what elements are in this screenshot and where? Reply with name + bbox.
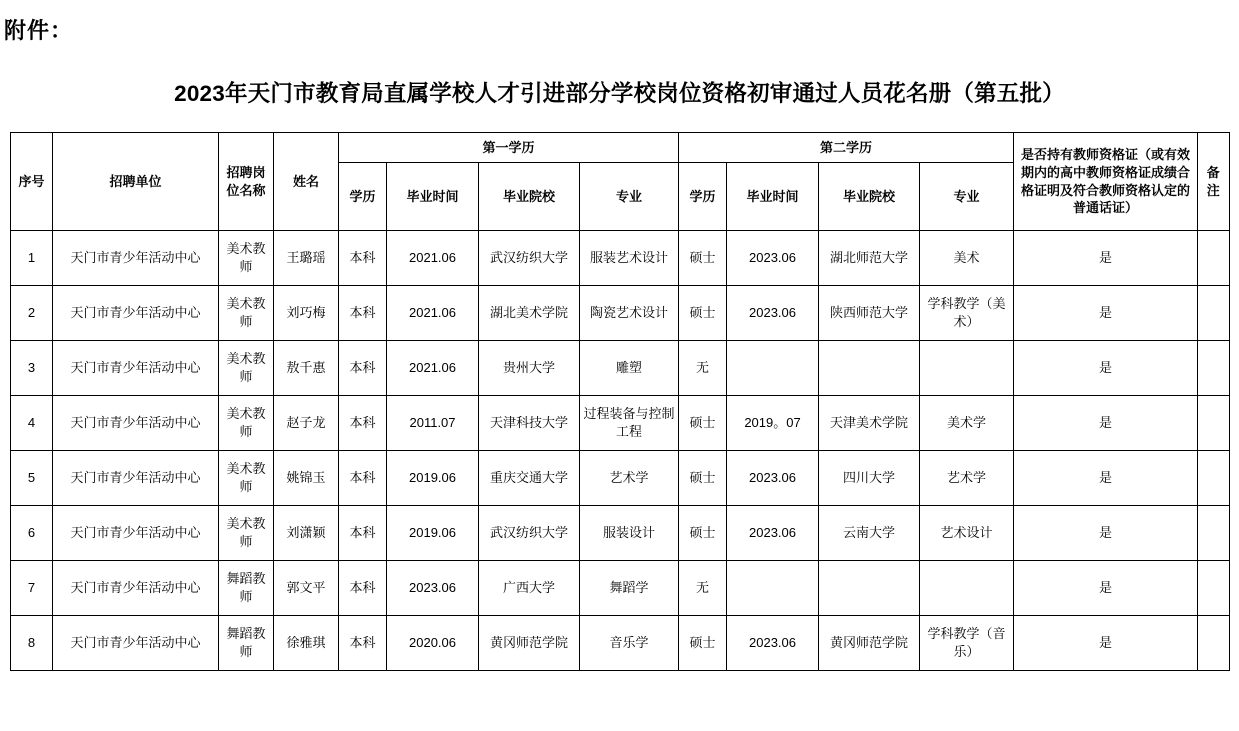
header-seq: 序号 bbox=[11, 133, 53, 231]
cell-edu1-school: 黄冈师范学院 bbox=[479, 616, 580, 671]
table-row bbox=[11, 396, 1230, 451]
cell-edu2-degree: 硕士 bbox=[679, 451, 727, 506]
cell-edu2-time: 2023.06 bbox=[727, 616, 819, 671]
cell-edu1-degree: 本科 bbox=[339, 341, 387, 396]
roster-table bbox=[10, 132, 1230, 671]
cell-edu1-major: 服装艺术设计 bbox=[580, 231, 679, 286]
cell-post: 美术教师 bbox=[219, 396, 274, 451]
header-certificate: 是否持有教师资格证（或有效期内的高中教师资格证成绩合格证明及符合教师资格认定的普通话证） bbox=[1014, 133, 1198, 231]
cell-edu2-time: 2023.06 bbox=[727, 286, 819, 341]
cell-unit: 天门市青少年活动中心 bbox=[53, 231, 219, 286]
cell-edu1-school: 重庆交通大学 bbox=[479, 451, 580, 506]
cell-seq: 7 bbox=[11, 561, 53, 616]
cell-edu1-time: 2020.06 bbox=[387, 616, 479, 671]
cell-edu1-time: 2021.06 bbox=[387, 286, 479, 341]
cell-unit: 天门市青少年活动中心 bbox=[53, 561, 219, 616]
cell-edu2-degree: 硕士 bbox=[679, 286, 727, 341]
cell-edu2-time: 2023.06 bbox=[727, 231, 819, 286]
cell-edu2-school: 湖北师范大学 bbox=[819, 231, 920, 286]
cell-edu2-school: 黄冈师范学院 bbox=[819, 616, 920, 671]
cell-seq: 1 bbox=[11, 231, 53, 286]
cell-certificate: 是 bbox=[1014, 231, 1198, 286]
cell-edu2-school: 天津美术学院 bbox=[819, 396, 920, 451]
cell-seq: 6 bbox=[11, 506, 53, 561]
cell-edu1-time: 2023.06 bbox=[387, 561, 479, 616]
cell-edu1-major: 过程装备与控制工程 bbox=[580, 396, 679, 451]
cell-post: 美术教师 bbox=[219, 231, 274, 286]
cell-edu2-major: 艺术设计 bbox=[920, 506, 1014, 561]
cell-unit: 天门市青少年活动中心 bbox=[53, 286, 219, 341]
cell-edu2-time: 2019。07 bbox=[727, 396, 819, 451]
cell-edu1-degree: 本科 bbox=[339, 396, 387, 451]
cell-name: 刘巧梅 bbox=[274, 286, 339, 341]
cell-edu2-time: 2023.06 bbox=[727, 451, 819, 506]
header-edu2-time: 毕业时间 bbox=[727, 163, 819, 231]
cell-edu1-major: 服装设计 bbox=[580, 506, 679, 561]
cell-edu1-time: 2021.06 bbox=[387, 231, 479, 286]
cell-edu2-major: 学科教学（美术） bbox=[920, 286, 1014, 341]
cell-unit: 天门市青少年活动中心 bbox=[53, 396, 219, 451]
cell-name: 郭文平 bbox=[274, 561, 339, 616]
cell-edu1-school: 贵州大学 bbox=[479, 341, 580, 396]
cell-edu2-school bbox=[819, 561, 920, 616]
cell-edu1-degree: 本科 bbox=[339, 286, 387, 341]
cell-edu2-school: 四川大学 bbox=[819, 451, 920, 506]
cell-seq: 5 bbox=[11, 451, 53, 506]
cell-seq: 4 bbox=[11, 396, 53, 451]
cell-certificate: 是 bbox=[1014, 451, 1198, 506]
header-post: 招聘岗位名称 bbox=[219, 133, 274, 231]
cell-edu1-major: 雕塑 bbox=[580, 341, 679, 396]
cell-unit: 天门市青少年活动中心 bbox=[53, 506, 219, 561]
cell-edu1-school: 湖北美术学院 bbox=[479, 286, 580, 341]
table-row bbox=[11, 616, 1230, 671]
cell-edu1-major: 音乐学 bbox=[580, 616, 679, 671]
cell-edu2-major: 美术 bbox=[920, 231, 1014, 286]
cell-name: 敖千惠 bbox=[274, 341, 339, 396]
table-row bbox=[11, 506, 1230, 561]
cell-certificate: 是 bbox=[1014, 506, 1198, 561]
cell-edu2-degree: 硕士 bbox=[679, 231, 727, 286]
header-edu1-degree: 学历 bbox=[339, 163, 387, 231]
table-row bbox=[11, 231, 1230, 286]
cell-remark bbox=[1198, 341, 1230, 396]
table-row bbox=[11, 451, 1230, 506]
cell-edu2-major bbox=[920, 561, 1014, 616]
cell-name: 王璐瑶 bbox=[274, 231, 339, 286]
cell-edu1-school: 武汉纺织大学 bbox=[479, 231, 580, 286]
cell-name: 赵子龙 bbox=[274, 396, 339, 451]
cell-post: 美术教师 bbox=[219, 451, 274, 506]
cell-edu1-degree: 本科 bbox=[339, 506, 387, 561]
header-edu2-school: 毕业院校 bbox=[819, 163, 920, 231]
page-title: 2023年天门市教育局直属学校人才引进部分学校岗位资格初审通过人员花名册（第五批） bbox=[174, 81, 1065, 106]
cell-edu1-degree: 本科 bbox=[339, 231, 387, 286]
cell-edu2-major: 艺术学 bbox=[920, 451, 1014, 506]
cell-edu2-degree: 无 bbox=[679, 341, 727, 396]
cell-remark bbox=[1198, 231, 1230, 286]
cell-certificate: 是 bbox=[1014, 616, 1198, 671]
cell-edu1-school: 武汉纺织大学 bbox=[479, 506, 580, 561]
cell-edu2-degree: 硕士 bbox=[679, 396, 727, 451]
cell-remark bbox=[1198, 561, 1230, 616]
cell-edu1-school: 广西大学 bbox=[479, 561, 580, 616]
cell-seq: 8 bbox=[11, 616, 53, 671]
cell-edu2-degree: 无 bbox=[679, 561, 727, 616]
cell-edu2-major: 美术学 bbox=[920, 396, 1014, 451]
cell-name: 姚锦玉 bbox=[274, 451, 339, 506]
header-unit: 招聘单位 bbox=[53, 133, 219, 231]
cell-edu2-time bbox=[727, 341, 819, 396]
cell-edu1-time: 2019.06 bbox=[387, 506, 479, 561]
cell-remark bbox=[1198, 396, 1230, 451]
cell-remark bbox=[1198, 616, 1230, 671]
cell-edu1-major: 陶瓷艺术设计 bbox=[580, 286, 679, 341]
cell-edu2-major: 学科教学（音乐） bbox=[920, 616, 1014, 671]
cell-seq: 2 bbox=[11, 286, 53, 341]
cell-unit: 天门市青少年活动中心 bbox=[53, 341, 219, 396]
cell-edu1-degree: 本科 bbox=[339, 616, 387, 671]
table-row bbox=[11, 341, 1230, 396]
cell-certificate: 是 bbox=[1014, 286, 1198, 341]
table-body bbox=[11, 231, 1230, 671]
cell-remark bbox=[1198, 506, 1230, 561]
header-edu1-time: 毕业时间 bbox=[387, 163, 479, 231]
cell-edu1-degree: 本科 bbox=[339, 561, 387, 616]
cell-edu2-time: 2023.06 bbox=[727, 506, 819, 561]
cell-edu1-school: 天津科技大学 bbox=[479, 396, 580, 451]
table-row bbox=[11, 286, 1230, 341]
cell-edu1-time: 2019.06 bbox=[387, 451, 479, 506]
cell-edu2-time bbox=[727, 561, 819, 616]
cell-edu2-degree: 硕士 bbox=[679, 506, 727, 561]
cell-post: 舞蹈教师 bbox=[219, 561, 274, 616]
cell-edu1-time: 2021.06 bbox=[387, 341, 479, 396]
cell-unit: 天门市青少年活动中心 bbox=[53, 451, 219, 506]
header-edu1-major: 专业 bbox=[580, 163, 679, 231]
cell-edu2-major bbox=[920, 341, 1014, 396]
attachment-label: 附件： bbox=[4, 18, 74, 43]
cell-name: 徐雅琪 bbox=[274, 616, 339, 671]
cell-post: 美术教师 bbox=[219, 341, 274, 396]
header-name: 姓名 bbox=[274, 133, 339, 231]
cell-edu1-major: 舞蹈学 bbox=[580, 561, 679, 616]
cell-certificate: 是 bbox=[1014, 396, 1198, 451]
cell-post: 美术教师 bbox=[219, 286, 274, 341]
cell-post: 舞蹈教师 bbox=[219, 616, 274, 671]
cell-edu2-degree: 硕士 bbox=[679, 616, 727, 671]
cell-name: 刘潇颖 bbox=[274, 506, 339, 561]
cell-post: 美术教师 bbox=[219, 506, 274, 561]
table-header-row-1 bbox=[11, 133, 1230, 163]
header-edu2-major: 专业 bbox=[920, 163, 1014, 231]
header-edu2-degree: 学历 bbox=[679, 163, 727, 231]
cell-edu2-school bbox=[819, 341, 920, 396]
cell-remark bbox=[1198, 451, 1230, 506]
table-row bbox=[11, 561, 1230, 616]
cell-certificate: 是 bbox=[1014, 341, 1198, 396]
cell-remark bbox=[1198, 286, 1230, 341]
cell-edu1-time: 2011.07 bbox=[387, 396, 479, 451]
header-remark: 备注 bbox=[1198, 133, 1230, 231]
cell-certificate: 是 bbox=[1014, 561, 1198, 616]
cell-edu2-school: 云南大学 bbox=[819, 506, 920, 561]
cell-unit: 天门市青少年活动中心 bbox=[53, 616, 219, 671]
cell-edu1-degree: 本科 bbox=[339, 451, 387, 506]
cell-edu1-major: 艺术学 bbox=[580, 451, 679, 506]
header-education-second: 第二学历 bbox=[679, 133, 1014, 163]
header-edu1-school: 毕业院校 bbox=[479, 163, 580, 231]
header-education-first: 第一学历 bbox=[339, 133, 679, 163]
cell-seq: 3 bbox=[11, 341, 53, 396]
cell-edu2-school: 陕西师范大学 bbox=[819, 286, 920, 341]
